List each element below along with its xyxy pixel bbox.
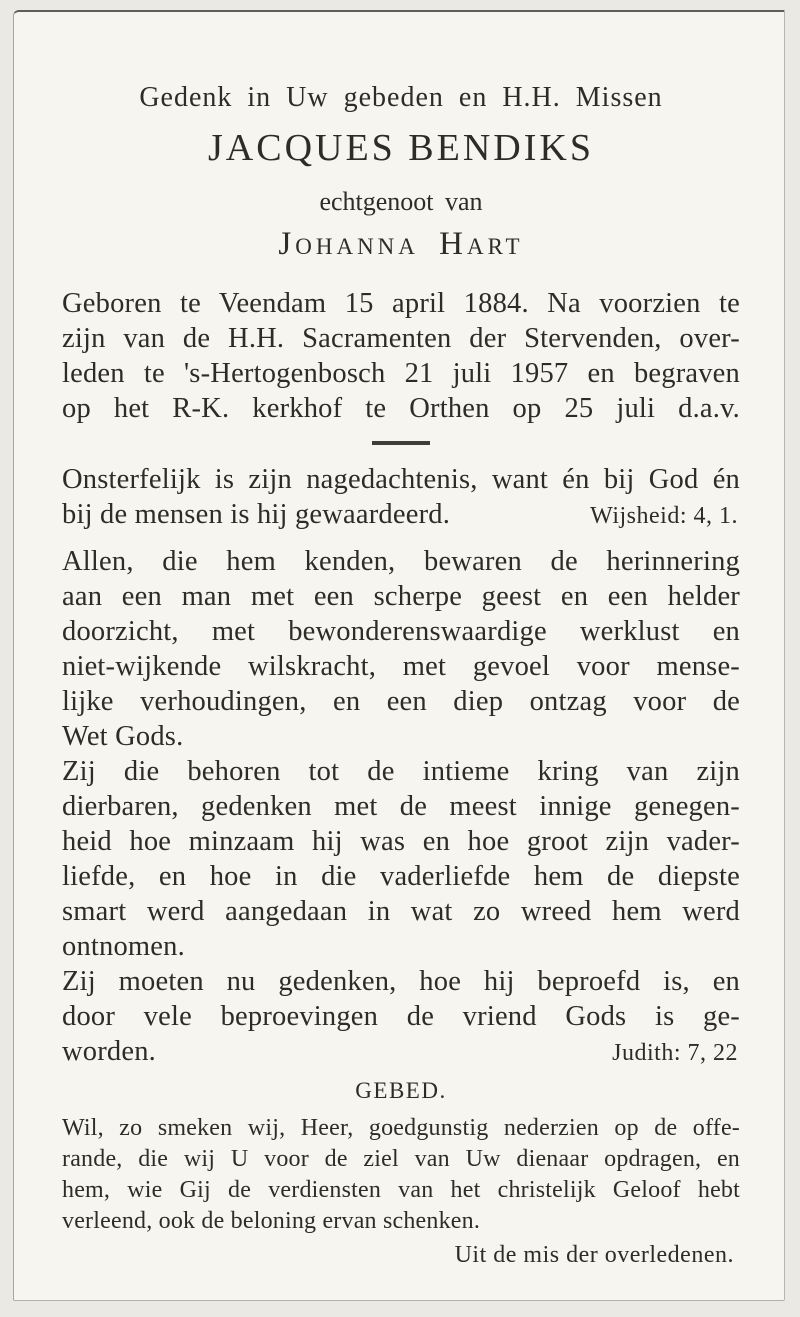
card-content [14,12,784,1269]
relation-line: echtgenoot van [319,187,483,216]
divider-rule [372,441,430,445]
trial-quote-source: Judith: 7, 22 [612,1040,738,1066]
trial-quote-lines: Zij moeten nu gedenken, hoe hij beproefd is, en door vele beproevingen de vriend Gods is ge- [62,966,740,1032]
memorial-card [13,10,785,1301]
prayer-attribution: Uit de mis der overledenen. [454,1242,734,1268]
deceased-name: JACQUES BENDIKS [208,127,594,169]
memorial-quote-last-row [62,497,740,534]
tribute-paragraph: Allen, die hem kenden, bewaren de herinnering aan een man met een scherpe geest en een helder doorzicht, met bewonderenswaardige werklust en niet-wijkende wilskracht, met gevoel voor mense- lijke verhoudingen, en een diep ontzag voor de Wet Gods. [62,546,740,752]
memorial-quote-lines: Onsterfelijk is zijn nagedachtenis, want én bij God én [62,464,740,495]
biography-paragraph: Geboren te Veendam 15 april 1884. Na voorzien te zijn van de H.H. Sacramenten der Stervenden, over- leden te 's-Hertogenbosch 21 juli 1957 en begraven op het R-K. kerkhof te Orthen op 25 juli d.a.v. [62,288,740,424]
prayer-paragraph: Wil, zo smeken wij, Heer, goedgunstig nederzien op de offe- rande, die wij U voor de ziel van Uw dienaar opdragen, en hem, wie Gij de verdiensten van het christelijk Geloof hebt verleend, ook de beloning ervan schenken. [62,1115,740,1234]
family-paragraph: Zij die behoren tot de intieme kring van zijn dierbaren, gedenken met de meest innige genegen- heid hoe minzaam hij was en hoe groot zijn vader- liefde, en hoe in die vaderliefde hem de diepste smart werd aangedaan in wat zo wreed hem werd ontnomen. [62,756,740,962]
trial-quote-last-row [62,1034,740,1071]
prayer-heading: GEBED. [355,1078,447,1103]
memorial-quote [62,462,740,534]
memorial-quote-last-line: bij de mensen is hij gewaardeerd. [62,499,451,530]
spouse-name: Johanna Hart [278,226,524,262]
memorial-quote-source: Wijsheid: 4, 1. [590,503,738,529]
trial-quote [62,964,740,1071]
intro-line: Gedenk in Uw gebeden en H.H. Missen [139,82,663,113]
trial-quote-last-line: worden. [62,1036,156,1067]
